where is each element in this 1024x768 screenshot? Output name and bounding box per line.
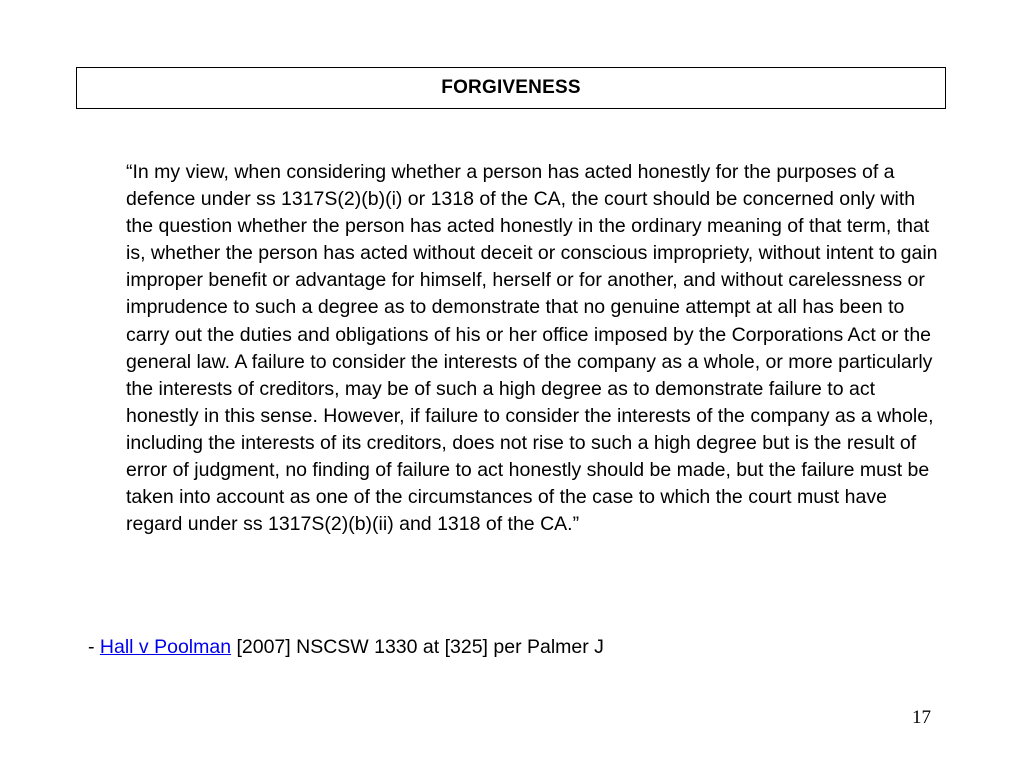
citation-prefix: - [88,636,100,658]
slide-title: FORGIVENESS [441,77,581,98]
title-box [76,67,946,109]
quote-text: “In my view, when considering whether a person has acted honestly for the purposes of a defence under ss 1317S(2)(b)(i) or 1318 of the CA, the court should be concerned only with the question whether the person has acted honestly in the ordinary meaning of that term, that is, whether the person has acted without deceit or conscious impropriety, without intent to gain improper benefit or advantage for himself, herself or for another, and without carelessness or imprudence to such a degree as to demonstrate that no genuine attempt at all has been to carry out the duties and obligations of his or her office imposed by the Corporations Act or the general law. A failure to consider the interests of the company as a whole, or more particularly the interests of creditors, may be of such a high degree as to demonstrate failure to act honestly in this sense. However, if failure to consider the interests of the company as a whole, including the interests of its creditors, does not rise to such a high degree but is the result of error of judgment, no finding of failure to act honestly should be made, but the failure must be taken into account as one of the circumstances of the case to which the court must have regard under ss 1317S(2)(b)(ii) and 1318 of the CA.” [126,161,938,536]
citation [88,634,604,661]
page-number: 17 [912,707,931,728]
citation-suffix: [2007] NSCSW 1330 at [325] per Palmer J [231,636,604,658]
case-link[interactable]: Hall v Poolman [99,636,232,658]
